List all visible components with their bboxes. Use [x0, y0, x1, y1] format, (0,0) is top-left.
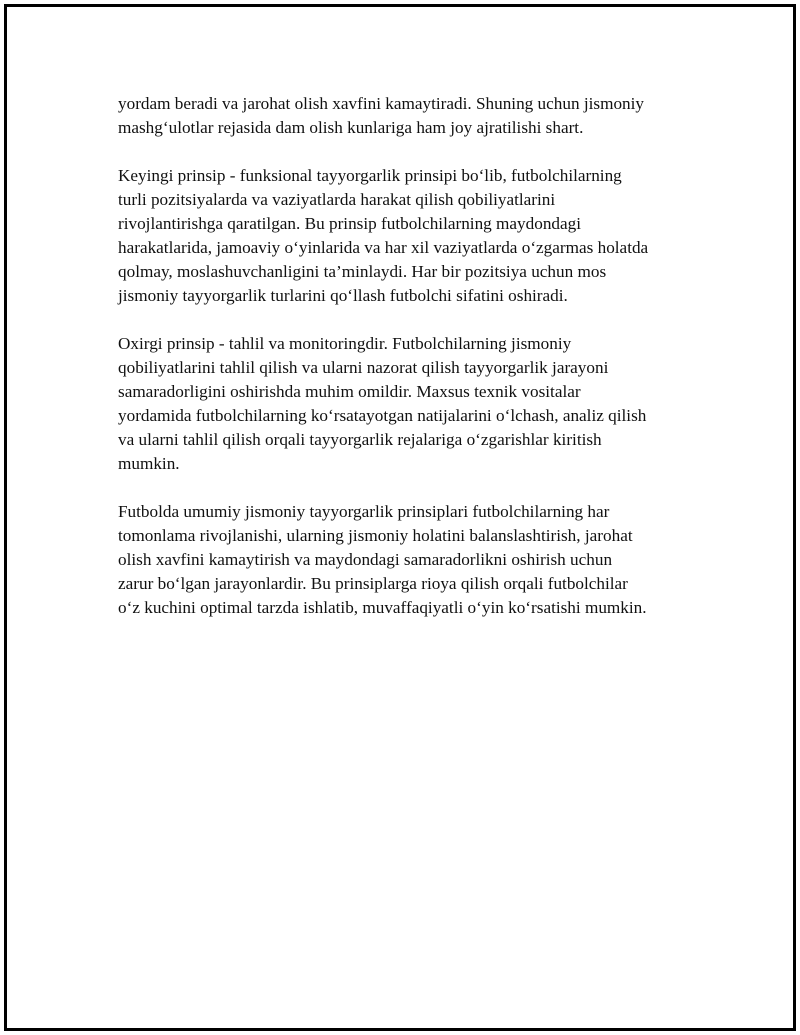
paragraph-functional-principle: Keyingi prinsip - funksional tayyorgarlik prinsipi bo‘lib, futbolchilarning turli pozitsiyalarda va vaziyatlarda harakat qilish qobiliyatlarini rivojlantirishga qaratilgan. Bu prinsip futbolchilarning maydondagi harakatlarida, jamoaviy o‘yinlarida va har xil vaziyatlarda o‘zgarmas holatda qolmay, moslashuvchanligini ta’minlaydi. Har bir pozitsiya uchun mos jismoniy tayyorgarlik turlarini qo‘llash futbolchi sifatini oshiradi.	[118, 166, 649, 305]
paragraph-rest-days: yordam beradi va jarohat olish xavfini kamaytiradi. Shuning uchun jismoniy mashg‘ulotlar rejasida dam olish kunlariga ham joy ajratilishi shart.	[118, 94, 645, 137]
document-body	[118, 92, 708, 644]
paragraph-monitoring-principle: Oxirgi prinsip - tahlil va monitoringdir. Futbolchilarning jismoniy qobiliyatlarini tahlil qilish va ularni nazorat qilish tayyorgarlik jarayoni samaradorligini oshirishda muhim omildir. Maxsus texnik vositalar yordamida futbolchilarning ko‘rsatayotgan natijalarini o‘lchash, analiz qilish va ularni tahlil qilish orqali tayyorgarlik rejalariga o‘zgarishlar kiritish mumkin.	[118, 334, 647, 473]
paragraph-conclusion: Futbolda umumiy jismoniy tayyorgarlik prinsiplari futbolchilarning har tomonlama rivojlanishi, ularning jismoniy holatini balanslashtirish, jarohat olish xavfini kamaytirish va maydondagi samaradorlikni oshirish uchun zarur bo‘lgan jarayonlardir. Bu prinsiplarga rioya qilish orqali futbolchilar o‘z kuchini optimal tarzda ishlatib, muvaffaqiyatli o‘yin ko‘rsatishi mumkin.	[118, 502, 647, 617]
